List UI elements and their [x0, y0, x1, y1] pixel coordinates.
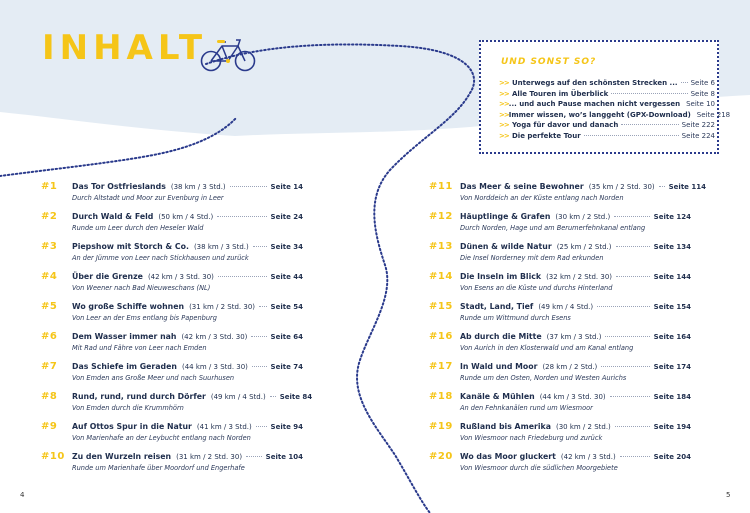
tour-info: (44 km / 3 Std. 30)	[181, 363, 248, 371]
tour-subtitle: Von Emden ans Große Meer und nach Suurhusen	[72, 374, 235, 382]
tour-info: (28 km / 2 Std.)	[542, 363, 598, 371]
tour-info: (31 km / 2 Std. 30)	[176, 453, 243, 461]
tour-info: (25 km / 2 Std.)	[556, 243, 612, 251]
tour-subtitle: Von Aurich in den Klosterwald und am Kanal entlang	[460, 344, 634, 352]
toc-column-left	[41, 181, 313, 481]
tour-title: Das Schiefe im Geraden	[72, 362, 177, 371]
tour-page: Seite 114	[668, 183, 706, 191]
tour-number: #9	[41, 421, 58, 432]
tour-number: #10	[41, 451, 65, 462]
tour-info: (42 km / 3 Std. 30)	[181, 333, 248, 341]
tour-info: (30 km / 2 Std.)	[555, 423, 611, 431]
double-arrow-icon: >>	[499, 79, 509, 87]
double-arrow-icon: >>	[499, 89, 509, 98]
extra-item[interactable]: >> Unterwegs auf den schönsten Strecken ... Seite 6	[499, 79, 715, 87]
tour-info: (32 km / 2 Std. 30)	[546, 273, 613, 281]
tour-page: Seite 14	[270, 183, 303, 191]
tour-subtitle: Runde um den Osten, Norden und Westen Aurichs	[460, 374, 627, 382]
tour-subtitle: Die Insel Norderney mit dem Rad erkunden	[460, 254, 604, 262]
toc-entry[interactable]	[429, 181, 706, 211]
tour-title: Wo große Schiffe wohnen	[72, 302, 185, 311]
tour-page: Seite 74	[270, 363, 303, 371]
tour-title: Häuptlinge & Grafen	[460, 212, 551, 221]
tour-page: Seite 174	[653, 363, 691, 371]
tour-subtitle: Mit Rad und Fähre von Leer nach Emden	[72, 344, 207, 352]
tour-subtitle: Von Emden durch die Krummhörn	[72, 404, 184, 412]
tour-subtitle: Runde um Wittmund durch Esens	[460, 314, 571, 322]
tour-info: (42 km / 3 Std.)	[560, 453, 616, 461]
toc-entry[interactable]	[41, 241, 303, 271]
toc-entry[interactable]	[41, 391, 313, 421]
tour-info: (50 km / 4 Std.)	[158, 213, 214, 221]
toc-entry[interactable]	[429, 271, 691, 301]
tour-info: (37 km / 3 Std.)	[546, 333, 602, 341]
tour-number: #18	[429, 391, 453, 402]
tour-subtitle: Runde um Leer durch den Heseler Wald	[72, 224, 204, 232]
tour-page: Seite 34	[270, 243, 303, 251]
toc-entry[interactable]	[41, 271, 303, 301]
tour-title: Dünen & wilde Natur	[460, 242, 552, 251]
tour-page: Seite 24	[270, 213, 303, 221]
double-arrow-icon: >>	[499, 110, 509, 119]
tour-page: Seite 44	[270, 273, 303, 281]
tour-subtitle: An der Jümme von Leer nach Stickhausen und zurück	[72, 254, 249, 262]
tour-subtitle: Von Wiesmoor nach Friedeburg und zurück	[460, 434, 603, 442]
tour-number: #19	[429, 421, 453, 432]
extra-item[interactable]: >> Yoga für davor und danach Seite 222	[499, 121, 715, 130]
tour-title: Piepshow mit Storch & Co.	[72, 242, 189, 251]
tour-title: Kanäle & Mühlen	[460, 392, 535, 401]
toc-entry[interactable]	[429, 361, 691, 391]
tour-page: Seite 134	[653, 243, 691, 251]
tour-title: Wo das Moor gluckert	[460, 452, 556, 461]
tour-number: #16	[429, 331, 453, 342]
tour-subtitle: Durch Altstadt und Moor zur Evenburg in Leer	[72, 194, 224, 202]
tour-subtitle: Von Esens an die Küste und durchs Hinterland	[460, 284, 613, 292]
tour-info: (49 km / 4 Std.)	[538, 303, 594, 311]
toc-entry[interactable]	[429, 241, 691, 271]
extra-item[interactable]: >> Alle Touren im Überblick Seite 8	[499, 89, 715, 98]
tour-subtitle: Von Wiesmoor durch die südlichen Moorgebiete	[460, 464, 618, 472]
tour-number: #5	[41, 301, 58, 312]
tour-number: #8	[41, 391, 58, 402]
tour-info: (49 km / 4 Std.)	[210, 393, 266, 401]
toc-entry[interactable]	[429, 421, 691, 451]
tour-page: Seite 84	[279, 393, 313, 401]
tour-number: #1	[41, 181, 58, 192]
tour-title: In Wald und Moor	[460, 362, 538, 371]
tour-title: Zu den Wurzeln reisen	[72, 452, 172, 461]
toc-entry[interactable]	[429, 451, 691, 481]
tour-number: #12	[429, 211, 453, 222]
extra-list	[499, 79, 731, 143]
toc-entry[interactable]	[41, 301, 303, 331]
tour-title: Stadt, Land, Tief	[460, 302, 534, 311]
extra-box-title: UND SONST SO?	[501, 57, 597, 67]
tour-info: (42 km / 3 Std. 30)	[147, 273, 214, 281]
tour-page: Seite 204	[653, 453, 691, 461]
tour-number: #4	[41, 271, 58, 282]
tour-number: #2	[41, 211, 58, 222]
tour-title: Rußland bis Amerika	[460, 422, 551, 431]
page-number-left: 4	[20, 491, 25, 499]
tour-subtitle: Von Norddeich an der Küste entlang nach Norden	[460, 194, 624, 202]
tour-page: Seite 124	[653, 213, 691, 221]
toc-entry[interactable]	[429, 301, 691, 331]
toc-entry[interactable]	[41, 181, 303, 211]
toc-entry[interactable]	[41, 361, 303, 391]
page-title: INHALT	[42, 28, 208, 68]
tour-number: #3	[41, 241, 58, 252]
tour-info: (44 km / 3 Std. 30)	[539, 393, 606, 401]
tour-title: Auf Ottos Spur in die Natur	[72, 422, 192, 431]
toc-entry[interactable]	[41, 331, 303, 361]
tour-info: (31 km / 2 Std. 30)	[189, 303, 256, 311]
toc-entry[interactable]	[429, 211, 691, 241]
double-arrow-icon: >>	[499, 131, 509, 140]
tour-title: Dem Wasser immer nah	[72, 332, 177, 341]
tour-subtitle: Von Leer an der Ems entlang bis Papenburg	[72, 314, 217, 322]
extra-item[interactable]: >> ... und auch Pause machen nicht vergessen Seite 10	[499, 100, 715, 109]
tour-info: (41 km / 3 Std.)	[196, 423, 252, 431]
double-arrow-icon: >>	[499, 121, 509, 130]
toc-entry[interactable]	[429, 331, 691, 361]
tour-title: Das Meer & seine Bewohner	[460, 182, 584, 191]
tour-number: #15	[429, 301, 453, 312]
tour-page: Seite 54	[270, 303, 303, 311]
tour-page: Seite 64	[270, 333, 303, 341]
tour-subtitle: An den Fehnkanälen rund um Wiesmoor	[460, 404, 593, 412]
tour-subtitle: Von Weener nach Bad Nieuweschans (NL)	[72, 284, 211, 292]
extra-info-box	[479, 40, 731, 154]
toc-column-right	[429, 181, 706, 481]
tour-title: Die Inseln im Blick	[460, 272, 542, 281]
tour-page: Seite 184	[653, 393, 691, 401]
tour-subtitle: Runde um Marienhafe über Moordorf und Engerhafe	[72, 464, 245, 472]
extra-item[interactable]: >> Immer wissen, wo’s langgeht (GPX-Download) Seite 218	[499, 110, 731, 119]
tour-number: #13	[429, 241, 453, 252]
tour-number: #20	[429, 451, 453, 462]
tour-number: #14	[429, 271, 453, 282]
toc-entry[interactable]	[41, 421, 303, 451]
tour-page: Seite 94	[270, 423, 303, 431]
toc-entry[interactable]	[429, 391, 691, 421]
tour-title: Das Tor Ostfrieslands	[72, 182, 166, 191]
tour-title: Ab durch die Mitte	[460, 332, 542, 341]
tour-page: Seite 164	[653, 333, 691, 341]
tour-title: Rund, rund, rund durch Dörfer	[72, 392, 206, 401]
tour-page: Seite 194	[653, 423, 691, 431]
tour-subtitle: Von Marienhafe an der Leybucht entlang nach Norden	[72, 434, 251, 442]
tour-number: #7	[41, 361, 58, 372]
tour-info: (38 km / 3 Std.)	[193, 243, 249, 251]
page-number-right: 5	[726, 491, 731, 499]
tour-subtitle: Durch Norden, Hage und am Berumerfehnkanal entlang	[460, 224, 646, 232]
toc-entry[interactable]	[41, 211, 303, 241]
tour-number: #17	[429, 361, 453, 372]
tour-page: Seite 154	[653, 303, 691, 311]
double-arrow-icon: >>	[499, 100, 509, 109]
bicycle-icon	[200, 34, 258, 74]
tour-page: Seite 104	[265, 453, 303, 461]
tour-title: Durch Wald & Feld	[72, 212, 154, 221]
tour-page: Seite 144	[653, 273, 691, 281]
tour-info: (30 km / 2 Std.)	[555, 213, 611, 221]
tour-title: Über die Grenze	[72, 272, 143, 281]
extra-item[interactable]: >> Die perfekte Tour Seite 224	[499, 131, 715, 140]
toc-entry[interactable]	[41, 451, 303, 481]
tour-number: #11	[429, 181, 453, 192]
tour-number: #6	[41, 331, 58, 342]
tour-info: (35 km / 2 Std. 30)	[588, 183, 655, 191]
tour-info: (38 km / 3 Std.)	[170, 183, 226, 191]
